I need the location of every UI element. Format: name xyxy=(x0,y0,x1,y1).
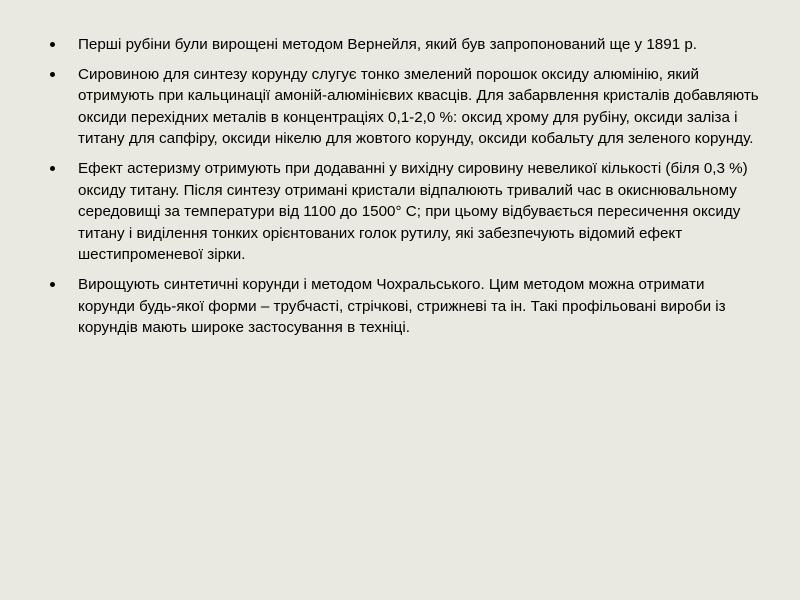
bullet-icon xyxy=(50,72,55,77)
bullet-item-czochralski xyxy=(50,274,760,339)
bullet-list xyxy=(50,34,760,347)
bullet-item-asterism xyxy=(50,158,760,266)
bullet-item-verneuil xyxy=(50,34,760,56)
bullet-text: Сировиною для синтезу корунду слугує тонко змелений порошок оксиду алюмінію, який отримують при кальцинації амоній-алюмінієвих квасців. Для забарвлення кристалів добавляють оксиди перехідних металів в концентраціях 0,1-2,0 %: оксид хрому для рубіну, оксиди заліза і титану для сапфіру, оксиди нікелю для жовтого корунду, оксиди кобальту для зеленого корунду. xyxy=(78,65,759,148)
bullet-text: Вирощують синтетичні корунди і методом Чохральського. Цим методом можна отримати корунди будь-якої форми – трубчасті, стрічкові, стрижневі та ін. Такі профільовані вироби із корундів мають широке застосування в техніці. xyxy=(78,275,726,337)
bullet-icon xyxy=(50,42,55,47)
bullet-icon xyxy=(50,166,55,171)
bullet-item-raw-material xyxy=(50,64,760,150)
bullet-text: Ефект астеризму отримують при додаванні у вихідну сировину невеликої кількості (біля 0,3 %) оксиду титану. Після синтезу отримані кристали відпалюють тривалий час в окиснювальному середовищі за температури від 1100 до 1500° С; при цьому відбувається пересичення оксиду титану і виділення тонких орієнтованих голок рутилу, які забезпечують відомий ефект шестипроменевої зірки. xyxy=(78,159,748,264)
bullet-icon xyxy=(50,282,55,287)
bullet-text: Перші рубіни були вирощені методом Вернейля, який був запропонований ще у 1891 р. xyxy=(78,36,698,53)
